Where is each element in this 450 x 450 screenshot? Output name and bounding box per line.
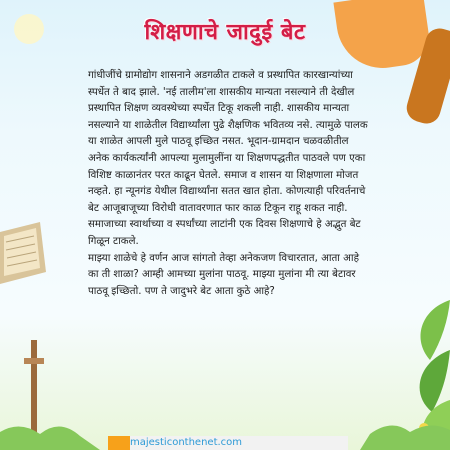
footer-badge [108,436,130,450]
paragraph-2: माझ्या शाळेचे हे वर्णन आज सांगतो तेव्हा अनेकजण विचारतात, आता आहे का ती शाळा? आम्ही आमच्या मुलांना पाठवू. माझ्या मुलांना मी त्या बेटावर पाठवू इच्छितो. पण ते जादुभरे बेट आता कुठे आहे? [88,252,359,297]
page-title: शिक्षणाचे जादुई बेट [144,20,306,45]
footer-url-link[interactable]: majesticonthenet.com [130,437,243,448]
paragraph-1: गांधीजींचे ग्रामोद्योग शासनाने अडगळीत टाकले व प्रस्थापित कारखान्यांच्या स्पर्धेत ते बाद झाले. 'नई तालीम'ला शासकीय मान्यता नसल्याने ती देखील प्रस्थापित शिक्षण व्यवस्थेच्या स्पर्धेत टिकू शकली नाही. शासकीय मान्यता नसल्याने या शाळेतील विद्यार्थ्यांला पुढे शैक्षणिक भवितव्य नसे. त्यामुळे पालक या शाळेत आपली मुले पाठवू इच्छित नसत. भूदान-ग्रामदान चळवळीतील अनेक कार्यकर्त्यांनी आपल्या मुलामुलींना या शिक्षणपद्धतीत पाठवले पण एका विशिष्ट काळानंतर परत काढून घेतले. समाज व शासन या शिक्षणाला मोजत नव्हते. हा न्यूनगंड येथील विद्यार्थ्यांना सतत खात होता. कोणत्याही परिवर्तनाचे बेट आजूबाजूच्या विरोधी वातावरणात फार काळ टिकून राहू शकत नाही. समाजाच्या स्वार्थाच्या व स्पर्धांच्या लाटांनी एक दिवस शिक्षणाचे हे अद्भुत बेट गिळून टाकले. [88,70,368,247]
body-text [88,68,370,300]
open-book-illustration [0,212,52,292]
title-area [0,16,450,46]
